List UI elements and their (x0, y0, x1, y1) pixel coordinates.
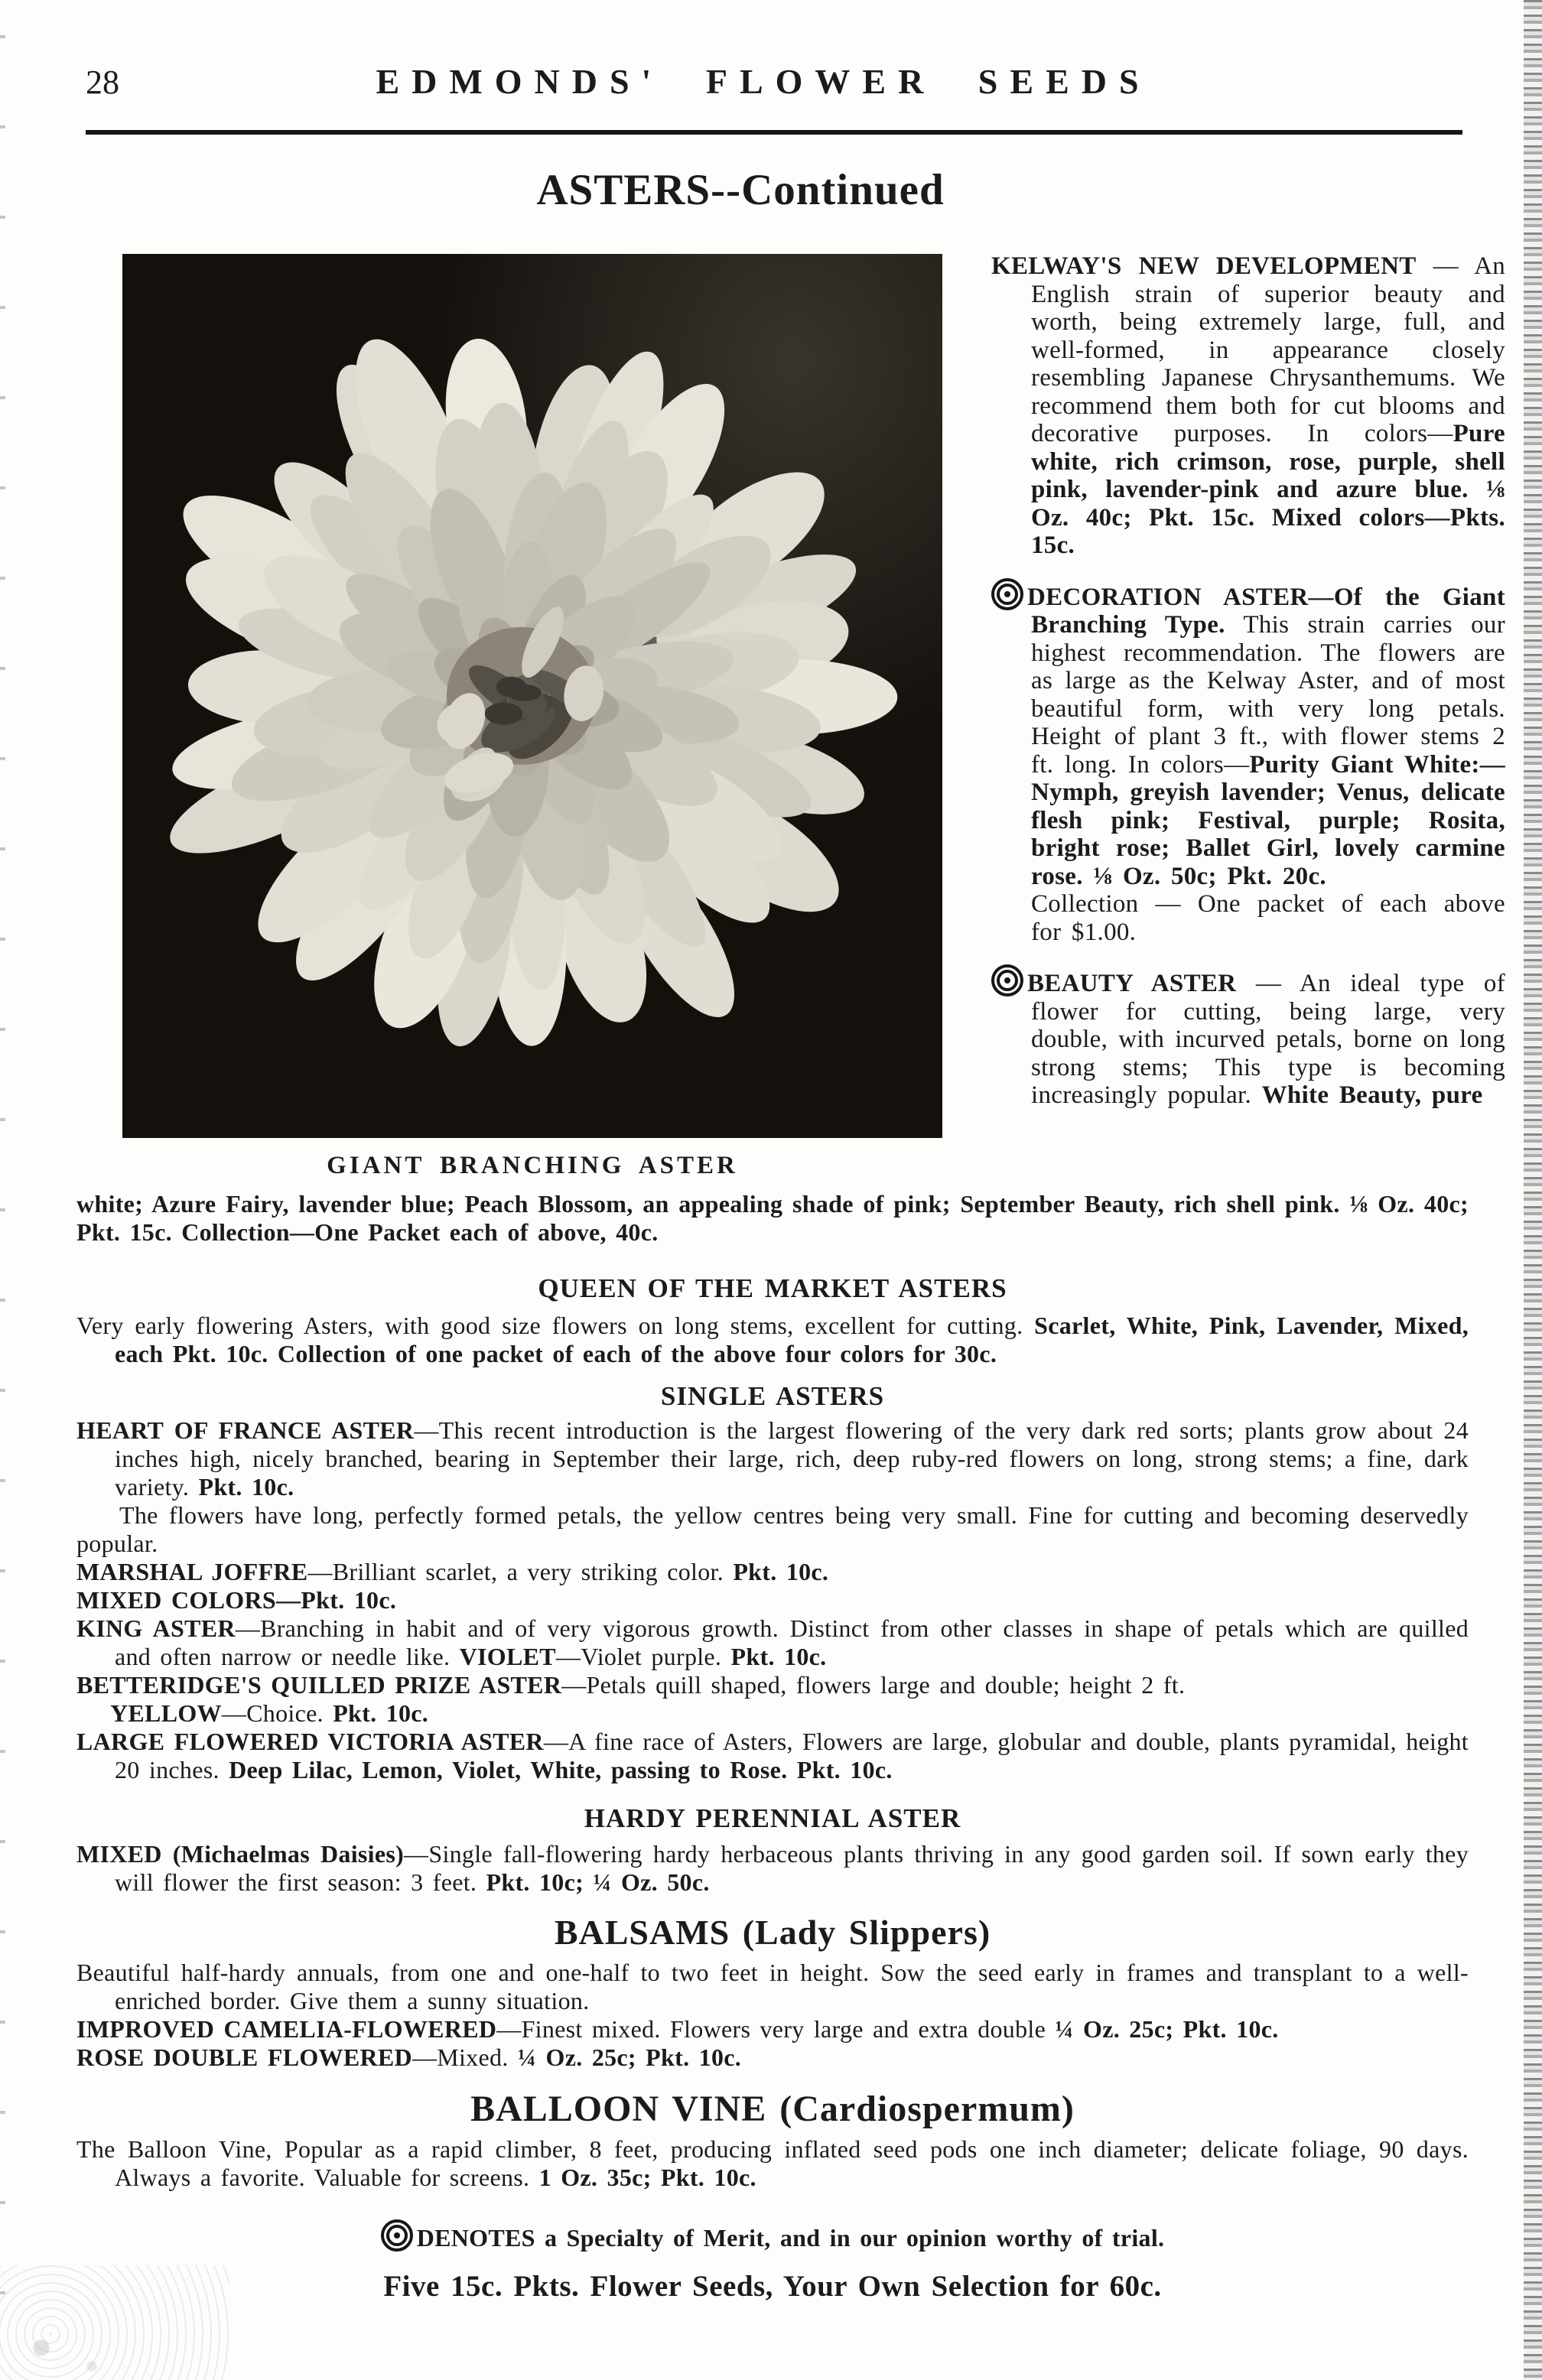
text-run: YELLOW (110, 1699, 222, 1727)
queen-market-paragraph (76, 1312, 1469, 1368)
text-run: Purity Giant White:—Nymph, greyish lavender; Venus, delicate flesh pink; Festival, purple; Rosita, bright rose; Ballet Girl, lovely carmine rose. ⅛ Oz. 50c; Pkt. 20c. (1031, 750, 1505, 890)
heading-balsams: BALSAMS (Lady Slippers) (554, 1913, 991, 1952)
balsams-intro-paragraph (76, 1959, 1469, 2015)
text-run: BETTERIDGE'S QUILLED PRIZE ASTER (76, 1671, 562, 1699)
text-run: VIOLET (459, 1643, 556, 1670)
denotes-specialty-note (76, 2219, 1469, 2252)
header-title: EDMONDS' FLOWER SEEDS (376, 62, 1151, 101)
text-run: White Beauty, pure (1261, 1081, 1483, 1109)
photo-caption: GIANT BRANCHING ASTER (327, 1152, 738, 1179)
beauty-continuation-paragraph (76, 1190, 1469, 1247)
text-run: The Balloon Vine, Popular as a rapid climber, 8 feet, producing inflated seed pods one inch diameter; delicate foliage, 90 days. Always a favorite. Valuable for screens. (76, 2135, 1469, 2191)
heading-balloon-vine: BALLOON VINE (Cardiospermum) (470, 2089, 1075, 2129)
text-run: Beautiful half-hardy annuals, from one and one-half to two feet in height. Sow the seed early in frames and transplant to a well-enriched border. Give them a sunny situation. (76, 1959, 1469, 2014)
selection-offer-line: Five 15c. Pkts. Flower Seeds, Your Own Selection for 60c. (383, 2270, 1162, 2303)
text-run: ROSE DOUBLE FLOWERED (76, 2043, 412, 2071)
hardy-mixed-entry (76, 1840, 1469, 1897)
heart-of-france-entry (76, 1416, 1469, 1501)
rose-double-flowered-entry (76, 2043, 1469, 2072)
heart-of-france-note (76, 1501, 1469, 1558)
text-run: —Finest mixed. Flowers very large and extra double (496, 2015, 1056, 2043)
text-run: —Choice. (221, 1699, 333, 1727)
text-run: —This recent introduction is the largest flowering of the very dark red sorts; plants grow about 24 inches high, nicely branched, bearing in September their large, rich, deep ruby-red flowers on long, strong stems; a fine, dark variety. (115, 1416, 1469, 1501)
text-run: Pkt. 10c. (198, 1473, 294, 1501)
text-run: —Branching in habit and of very vigorous growth. Distinct from other classes in shape of petals which are quilled and often narrow or needle like. (115, 1614, 1469, 1670)
scan-artifact-right-edge (1524, 0, 1542, 2380)
text-run: ¼ Oz. 25c; Pkt. 10c. (1055, 2015, 1279, 2043)
text-run: — An English strain of superior beauty and worth, being extremely large, full, and well-formed, in appearance closely resembling Japanese Chrysanthemums. We recommend them both for cut blooms and decorative purposes. In colors— (1031, 252, 1505, 447)
scan-artifact-left-edge (0, 0, 5, 2380)
large-flowered-victoria-entry (76, 1728, 1469, 1784)
betteridge-quilled-prize-entry (76, 1671, 1469, 1699)
lower-text-block (76, 1190, 1469, 2303)
text-run: —Petals quill shaped, flowers large and double; height 2 ft. (561, 1671, 1186, 1699)
text-run: Collection — One packet of each above for $1.00. (1031, 890, 1505, 946)
balloon-vine-paragraph (76, 2135, 1469, 2192)
text-run: The flowers have long, perfectly formed petals, the yellow centres being very small. Fine for cutting and becoming deservedly popular. (76, 1501, 1469, 1557)
right-column (991, 252, 1505, 1128)
text-run: —Single fall-flowering hardy herbaceous plants thriving in any good garden soil. If sown early they will flower the first season: 3 feet. (115, 1840, 1469, 1896)
improved-camelia-flowered-entry (76, 2015, 1469, 2043)
text-run: —Mixed. (412, 2043, 518, 2071)
aster-flower-illustration (122, 254, 942, 1138)
text-run: Deep Lilac, Lemon, Violet, White, passing to Rose. Pkt. 10c. (229, 1756, 893, 1783)
marshal-joffre-entry (76, 1558, 1469, 1586)
text-run: Pkt. 10c. (730, 1643, 827, 1670)
text-run: —A fine race of Asters, Flowers are large, globular and double, plants pyramidal, height 20 inches. (115, 1728, 1469, 1783)
text-run: MIXED (Michaelmas Daisies) (76, 1840, 405, 1868)
text-run: KELWAY'S NEW DEVELOPMENT (991, 252, 1417, 280)
section-title: ASTERS--Continued (536, 166, 945, 214)
giant-branching-aster-photo (122, 254, 942, 1138)
heading-queen-of-the-market-asters: QUEEN OF THE MARKET ASTERS (538, 1273, 1007, 1303)
text-run: KING ASTER (76, 1614, 236, 1642)
text-run: Scarlet, White, Pink, Lavender, Mixed, each Pkt. 10c. Collection of one packet of each of the above four colors for 30c. (115, 1312, 1469, 1367)
specialty-of-merit-icon (381, 2219, 413, 2252)
kelway-paragraph (991, 252, 1505, 560)
heading-hardy-perennial-aster: HARDY PERENNIAL ASTER (584, 1803, 961, 1833)
text-run: ¼ Oz. 25c; Pkt. 10c. (517, 2043, 742, 2071)
text-run: LARGE FLOWERED VICTORIA ASTER (76, 1728, 544, 1755)
decoration-collection-line (991, 890, 1505, 946)
text-run: BEAUTY ASTER (1027, 970, 1237, 997)
mixed-colors-entry (76, 1586, 1469, 1614)
text-run: DECORATION ASTER—Of the Giant Branching Type. (1027, 583, 1505, 639)
text-run: DENOTES a Specialty of Merit, and in our opinion worthy of trial. (416, 2224, 1165, 2252)
beauty-aster-paragraph (991, 964, 1505, 1110)
king-aster-entry (76, 1614, 1469, 1671)
text-run: white; Azure Fairy, lavender blue; Peach Blossom, an appealing shade of pink; September Beauty, rich shell pink. ⅛ Oz. 40c; Pkt. 15c. Collection—One Packet each of above, 40c. (76, 1190, 1469, 1246)
decoration-aster-paragraph (991, 578, 1505, 891)
text-run: Pkt. 10c; ¼ Oz. 50c. (486, 1868, 710, 1896)
text-run: — An ideal type of flower for cutting, being large, very double, with incurved petals, borne on long strong stems; This type is becoming increasingly popular. (1031, 970, 1505, 1109)
text-run: —Violet purple. (555, 1643, 731, 1670)
specialty-of-merit-icon (991, 578, 1023, 610)
text-run: Pkt. 10c. (333, 1699, 429, 1727)
text-run: MIXED COLORS—Pkt. 10c. (76, 1586, 397, 1614)
text-run: 1 Oz. 35c; Pkt. 10c. (538, 2164, 756, 2191)
text-run: This strain carries our highest recommendation. The flowers are as large as the Kelway Aster, and of most beautiful form, with very long petals. Height of plant 3 ft., with flower stems 2 ft. long. In colors— (1031, 611, 1505, 779)
text-run: MARSHAL JOFFRE (76, 1558, 308, 1585)
specialty-of-merit-icon (991, 964, 1023, 997)
betteridge-yellow-line (76, 1699, 1469, 1728)
text-run: —Brilliant scarlet, a very striking color. (307, 1558, 734, 1585)
page-number: 28 (86, 63, 119, 101)
text-run: Pkt. 10c. (733, 1558, 829, 1585)
text-run: Pure white, rich crimson, rose, purple, shell pink, lavender-pink and azure blue. ⅛ Oz. 40c; Pkt. 15c. Mixed colors—Pkts. 15c. (1031, 420, 1505, 559)
heading-single-asters: SINGLE ASTERS (660, 1381, 885, 1411)
text-run: HEART OF FRANCE ASTER (76, 1416, 415, 1444)
header-rule (86, 130, 1462, 135)
text-run: Very early flowering Asters, with good size flowers on long stems, excellent for cutting. (76, 1312, 1035, 1339)
text-run: IMPROVED CAMELIA-FLOWERED (76, 2015, 497, 2043)
